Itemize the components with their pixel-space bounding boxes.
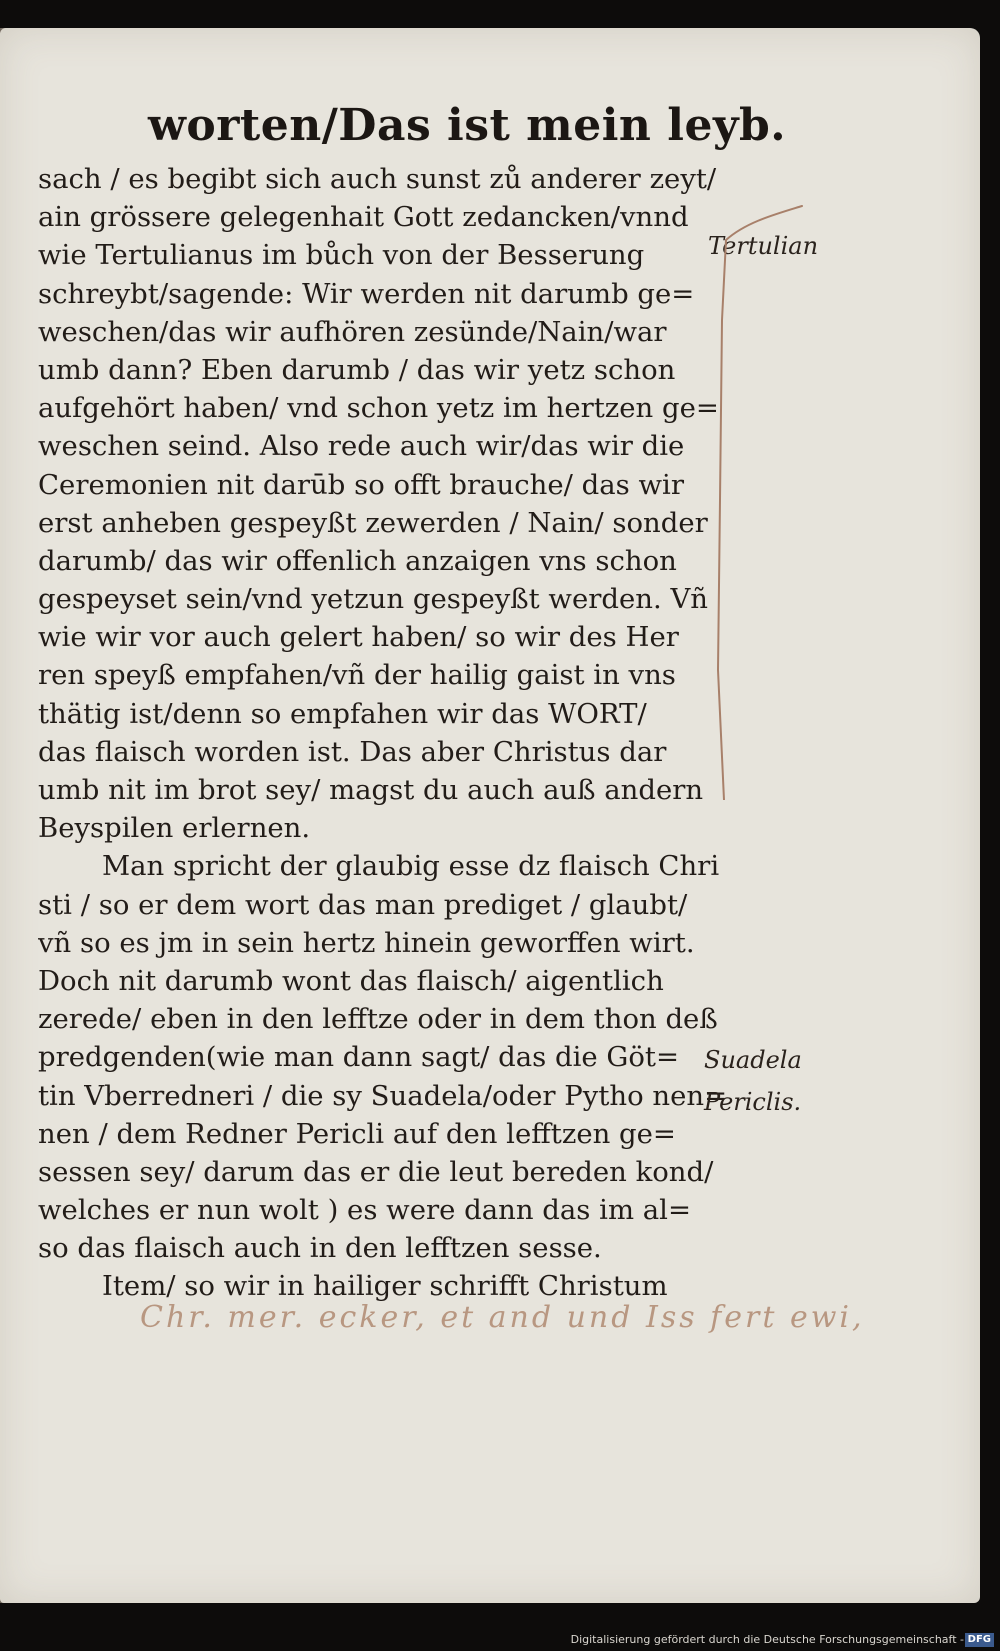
- body-text: [38, 160, 738, 1306]
- text-line: sti / so er dem wort das man prediget / glaubt/: [38, 888, 688, 921]
- text-line: sach / es begibt sich auch sunst zů anderer zeyt/: [38, 163, 717, 195]
- text-line: darumb/ das wir offenlich anzaigen vns schon: [38, 544, 677, 577]
- text-line: Doch nit darumb wont das flaisch/ aigentlich: [38, 964, 664, 997]
- text-line: ain grössere gelegenhait Gott zedancken/vnnd: [38, 201, 689, 234]
- text-line: umb dann? Eben darumb / das wir yetz schon: [38, 353, 676, 386]
- text-line: vñ so es jm in sein hertz hinein geworffen wirt.: [38, 926, 695, 959]
- text-line: weschen seind. Also rede auch wir/das wir die: [38, 430, 685, 463]
- handwritten-bracket: [716, 200, 804, 800]
- text-line: so das flaisch auch in den lefftzen sesse.: [38, 1232, 602, 1265]
- text-line: welches er nun wolt ) es were dann das im al=: [38, 1194, 692, 1227]
- text-line: Man spricht der glaubig esse dz flaisch Chri: [102, 850, 720, 883]
- text-line: wie Tertulianus im bůch von der Besserung: [38, 239, 645, 272]
- text-line: das flaisch worden ist. Das aber Christus dar: [38, 735, 667, 768]
- text-line: wie wir vor auch gelert haben/ so wir des Her: [38, 621, 679, 654]
- text-line: Ceremonien nit darūb so offt brauche/ das wir: [38, 468, 684, 501]
- running-head: worten/Das ist mein leyb.: [148, 100, 787, 151]
- text-line: thätig ist/denn so empfahen wir das WORT/: [38, 697, 647, 730]
- text-line: nen / dem Redner Pericli auf den lefftzen ge=: [38, 1117, 676, 1150]
- text-line: gespeyset sein/vnd yetzun gespeyßt werden. Vñ: [38, 583, 709, 616]
- footer-credit: Digitalisierung gefördert durch die Deutsche Forschungsgemeinschaft -: [570, 1633, 964, 1646]
- text-line: sessen sey/ darum das er die leut bereden kond/: [38, 1155, 714, 1188]
- text-line: umb nit im brot sey/ magst du auch auß andern: [38, 774, 704, 806]
- text-line: tin Vberredneri / die sy Suadela/oder Pytho nen=: [38, 1079, 728, 1112]
- text-line: Item/ so wir in hailiger schrifft Christum: [102, 1270, 668, 1303]
- text-line: ren speyß empfahen/vñ der hailig gaist in vns: [38, 659, 676, 692]
- text-line: zerede/ eben in den lefftze oder in dem thon deß: [38, 1003, 718, 1036]
- margin-note-suadela: Suadela: [704, 1046, 802, 1074]
- text-line: Beyspilen erlernen.: [38, 812, 311, 845]
- text-line: schreybt/sagende: Wir werden nit darumb ge=: [38, 277, 695, 310]
- text-line: weschen/das wir aufhören zesünde/Nain/war: [38, 315, 667, 348]
- text-line: erst anheben gespeyßt zewerden / Nain/ sonder: [38, 506, 708, 539]
- margin-note-tertulian: Tertulian: [708, 232, 819, 260]
- margin-note-periclis: Periclis.: [704, 1088, 802, 1116]
- handwritten-annotation: Chr. mer. ecker, et and und Iss fert ewi,: [140, 1300, 865, 1335]
- text-line: predgenden(wie man dann sagt/ das die Göt=: [38, 1041, 680, 1074]
- text-line: aufgehört haben/ vnd schon yetz im hertzen ge=: [38, 392, 719, 425]
- dfg-logo: DFG: [965, 1633, 994, 1647]
